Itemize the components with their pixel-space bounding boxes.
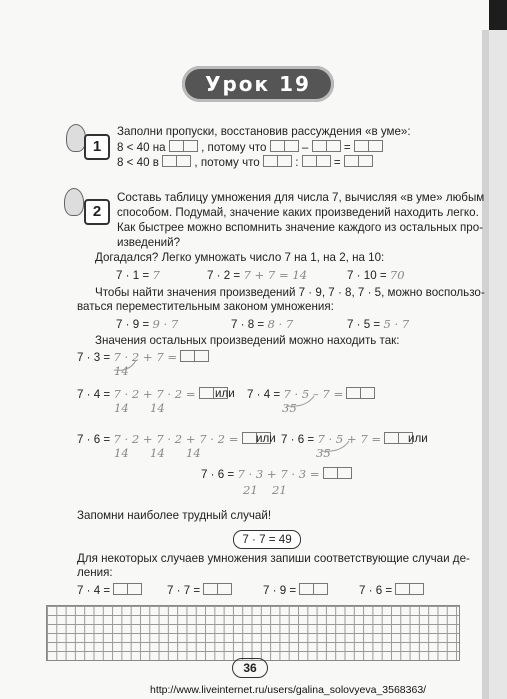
task1-line1 bbox=[117, 140, 383, 155]
hint-arrow bbox=[100, 356, 140, 376]
division-line2: ления: bbox=[77, 566, 113, 579]
lesson-title: Урок 19 bbox=[205, 72, 311, 96]
com3-text: 7 · 5 = bbox=[347, 318, 381, 331]
r6c-subresult-2: 21 bbox=[272, 483, 287, 497]
r6b-text: 7 · 6 = bbox=[281, 433, 315, 446]
division-case-2 bbox=[167, 583, 232, 598]
hint-arrow bbox=[270, 392, 320, 412]
row-7x3 bbox=[77, 350, 209, 365]
com2-handwritten: 8 · 7 bbox=[267, 317, 294, 331]
task2-intro-line3: Как быстрее можно вспомнить значение каждого из остальных про- bbox=[117, 221, 484, 234]
easy3-handwritten: 70 bbox=[389, 268, 405, 282]
task1-line2 bbox=[117, 155, 373, 170]
page-edge bbox=[482, 30, 489, 699]
line1-text-b: , потому что bbox=[201, 141, 267, 154]
easy-case-2 bbox=[207, 268, 307, 283]
r4a-handwritten: 7 · 2 + 7 · 2 = bbox=[113, 387, 196, 401]
or-label: или bbox=[408, 432, 428, 445]
line2-text-b: , потому что bbox=[194, 156, 260, 169]
commutative-case-2 bbox=[231, 317, 293, 332]
easy-cases-heading: Догадался? Легко умножать число 7 на 1, на 2, на 10: bbox=[95, 251, 385, 264]
r4b-handwritten: 7 · 5 – 7 = bbox=[283, 387, 344, 401]
r4b-text: 7 · 4 = bbox=[247, 388, 281, 401]
page-edge-back bbox=[489, 30, 507, 699]
division-case-3 bbox=[263, 583, 328, 598]
row-7x4-a bbox=[77, 387, 228, 402]
r6b-handwritten: 7 · 5 + 7 = bbox=[317, 432, 382, 446]
hard-case-box: 7 · 7 = 49 bbox=[233, 530, 301, 549]
d2-text: 7 · 7 = bbox=[167, 584, 201, 597]
task1-instruction: Заполни пропуски, восстановив рассуждения «в уме»: bbox=[117, 125, 411, 138]
task2-intro-line4: изведений? bbox=[117, 236, 181, 249]
mascot-icon bbox=[66, 124, 86, 152]
division-line1: Для некоторых случаев умножения запиши соответствующие случаи де- bbox=[77, 552, 470, 565]
easy-case-1 bbox=[116, 268, 160, 283]
page-number: 36 bbox=[232, 658, 268, 678]
lesson-title-banner bbox=[182, 66, 334, 102]
or-label: или bbox=[215, 387, 235, 400]
line2-equals: = bbox=[333, 156, 341, 169]
com1-text: 7 · 9 = bbox=[116, 318, 150, 331]
easy2-handwritten: 7 + 7 = 14 bbox=[243, 268, 308, 282]
d1-text: 7 · 4 = bbox=[77, 584, 111, 597]
commutative-case-3 bbox=[347, 317, 409, 332]
task2-intro-line2: способом. Подумай, значение каких произведений находить легко. bbox=[117, 206, 479, 219]
line2-colon: : bbox=[295, 156, 299, 169]
hint-arrow bbox=[305, 437, 355, 457]
easy-case-3 bbox=[347, 268, 405, 283]
line2-text-a: 8 < 40 в bbox=[117, 156, 159, 169]
easy2-text: 7 · 2 = bbox=[207, 269, 241, 282]
line1-minus: – bbox=[301, 141, 309, 154]
division-case-1 bbox=[77, 583, 142, 598]
remember-note: Запомни наиболее трудный случай! bbox=[77, 509, 272, 522]
r6a-handwritten: 7 · 2 + 7 · 2 + 7 · 2 = bbox=[113, 432, 239, 446]
task-number-badge: 2 bbox=[84, 199, 110, 225]
rest-heading: Значения остальных произведений можно находить так: bbox=[95, 334, 400, 347]
r6a-subresult-2: 14 bbox=[150, 446, 165, 460]
r4a-text: 7 · 4 = bbox=[77, 388, 111, 401]
row-7x6-c bbox=[201, 467, 352, 482]
or-label: или bbox=[256, 432, 276, 445]
division-case-4 bbox=[359, 583, 424, 598]
com3-handwritten: 5 · 7 bbox=[383, 317, 410, 331]
line1-text-a: 8 < 40 на bbox=[117, 141, 166, 154]
com2-text: 7 · 8 = bbox=[231, 318, 265, 331]
d4-text: 7 · 6 = bbox=[359, 584, 393, 597]
line1-equals: = bbox=[343, 141, 351, 154]
task2-intro-line1: Составь таблицу умножения для числа 7, вычисляя «в уме» любым bbox=[117, 191, 485, 204]
com1-handwritten: 9 · 7 bbox=[152, 317, 179, 331]
commutative-case-1 bbox=[116, 317, 178, 332]
d3-text: 7 · 9 = bbox=[263, 584, 297, 597]
easy1-handwritten: 7 bbox=[152, 268, 160, 282]
r3-subresult: 14 bbox=[114, 364, 129, 378]
r6c-subresult-1: 21 bbox=[243, 483, 258, 497]
task-number-badge: 1 bbox=[84, 134, 110, 160]
row-7x6-a bbox=[77, 432, 271, 447]
r3-handwritten: 7 · 2 + 7 = bbox=[113, 350, 178, 364]
r6a-subresult-3: 14 bbox=[186, 446, 201, 460]
r6a-text: 7 · 6 = bbox=[77, 433, 111, 446]
r4a-subresult-1: 14 bbox=[114, 401, 129, 415]
mascot-icon bbox=[64, 188, 84, 216]
r6c-handwritten: 7 · 3 + 7 · 3 = bbox=[237, 467, 320, 481]
answer-grid bbox=[46, 605, 460, 661]
r6c-text: 7 · 6 = bbox=[201, 468, 235, 481]
commutative-line2: ваться переместительным законом умножения: bbox=[77, 300, 334, 313]
r3-text: 7 · 3 = bbox=[77, 351, 111, 364]
r4a-subresult-2: 14 bbox=[150, 401, 165, 415]
commutative-line1: Чтобы найти значения произведений 7 · 9, 7 · 8, 7 · 5, можно воспользо- bbox=[95, 286, 485, 299]
r6a-subresult-1: 14 bbox=[114, 446, 129, 460]
source-url: http://www.liveinternet.ru/users/galina_solovyeva_3568363/ bbox=[150, 684, 427, 696]
easy3-text: 7 · 10 = bbox=[347, 269, 387, 282]
r4b-subresult: 35 bbox=[282, 401, 297, 415]
r6b-subresult: 35 bbox=[316, 446, 331, 460]
easy1-text: 7 · 1 = bbox=[116, 269, 150, 282]
